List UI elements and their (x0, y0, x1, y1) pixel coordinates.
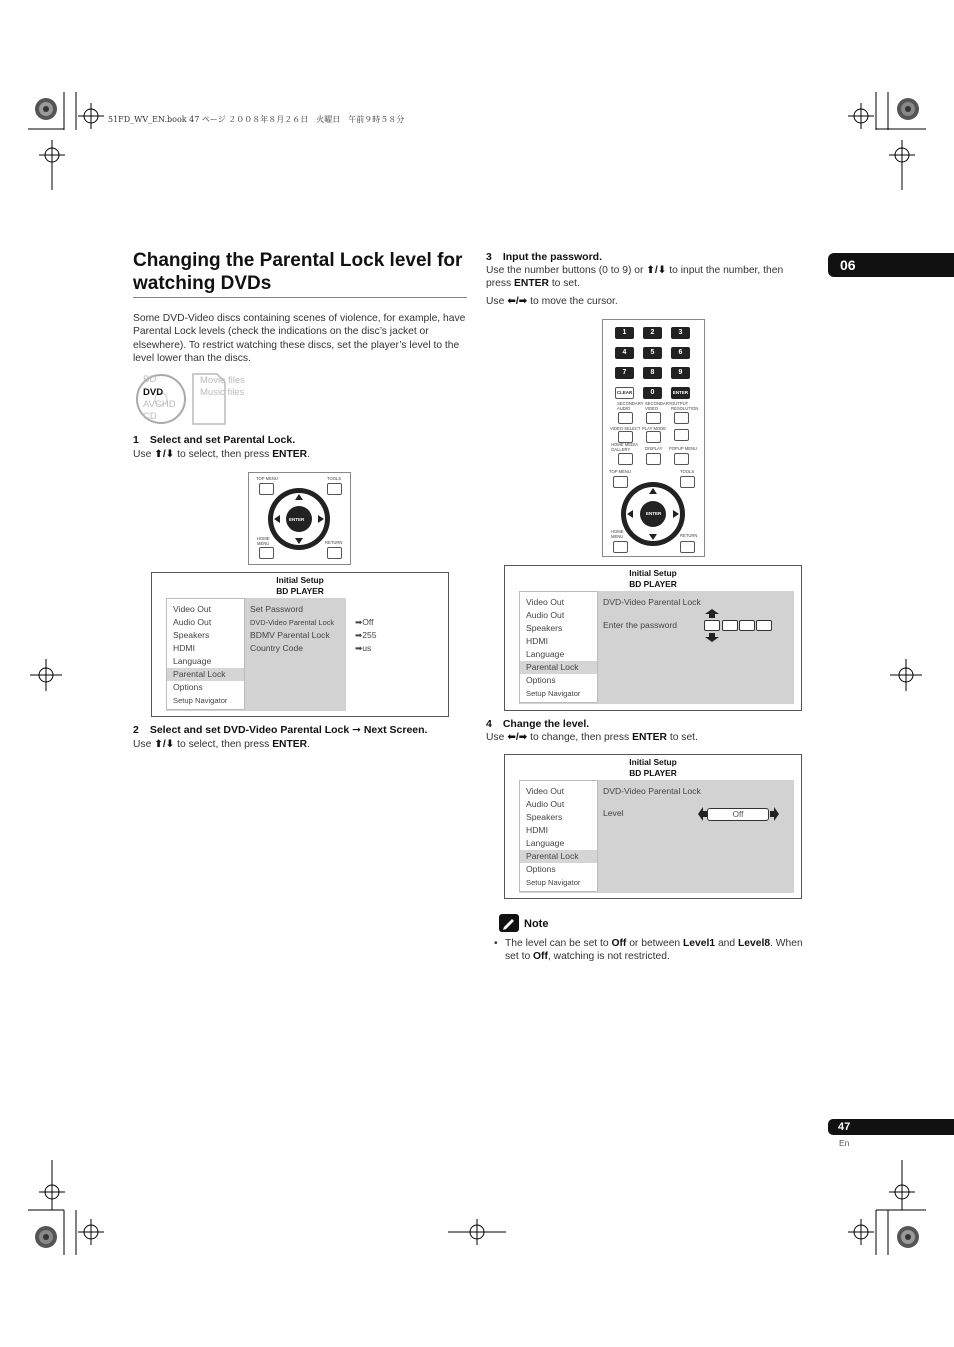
step-1-text: Use ⬆/⬇ to select, then press ENTER. (133, 449, 310, 460)
step-1-title: Select and set Parental Lock. (149, 434, 296, 446)
popup-menu-button[interactable] (674, 453, 689, 465)
menu-parental-lock[interactable]: Parental Lock (167, 668, 244, 681)
password-digit-3[interactable] (739, 620, 755, 631)
file-label-music: Music files (200, 387, 245, 398)
secondary-video-button[interactable] (646, 412, 661, 424)
password-prompt: Enter the password (603, 620, 678, 630)
menu-hdmi[interactable]: HDMI (526, 636, 548, 646)
top-menu-label: TOP MENU (256, 476, 278, 481)
page-title: Changing the Parental Lock level for watching DVDs (133, 250, 463, 294)
item-bdmv-parental-lock[interactable]: BDMV Parental Lock (250, 630, 330, 640)
menu-speakers[interactable]: Speakers (526, 812, 563, 822)
password-digit-4[interactable] (756, 620, 772, 631)
step-2-heading (133, 724, 427, 736)
output-down-button[interactable] (674, 429, 689, 441)
home-media-gallery-label: HOME MEDIA GALLERY (611, 442, 638, 452)
value-dvd-lock: ➡Off (355, 617, 374, 627)
key-1[interactable]: 1 (615, 327, 634, 339)
output-resolution-label: OUTPUT RESOLUTION (671, 401, 699, 411)
arrow-down-icon (705, 633, 719, 642)
return-button[interactable] (327, 547, 342, 559)
chapter-tab: 06 (828, 253, 954, 277)
page-language: En (839, 1138, 850, 1148)
menu-language[interactable]: Language (173, 656, 212, 666)
video-select-label: VIDEO SELECT (610, 426, 641, 431)
setup-screen-3 (504, 754, 802, 899)
arrow-up-icon (705, 609, 719, 618)
step-3-number: 3 (486, 251, 492, 263)
menu-setup-navigator[interactable]: Setup Navigator (526, 878, 581, 887)
note-line-2: set to Off, watching is not restricted. (505, 951, 670, 962)
disc-label-cd: CD (143, 411, 157, 422)
setup-menu-2 (519, 591, 598, 703)
step-3-heading (486, 251, 602, 263)
item-set-password[interactable]: Set Password (250, 604, 304, 614)
title-rule (133, 297, 467, 298)
home-menu-button-large[interactable] (613, 541, 628, 553)
step-2-title: Select and set DVD-Video Parental Lock ➞ Next Screen. (149, 724, 428, 736)
level-label: Level (603, 808, 624, 818)
key-2[interactable]: 2 (643, 327, 662, 339)
value-country-code: ➡us (355, 643, 372, 653)
menu-setup-navigator[interactable]: Setup Navigator (173, 696, 228, 705)
value-bdmv-lock: ➡255 (355, 630, 377, 640)
disc-label-bd: BD (143, 374, 157, 385)
note-line-1: The level can be set to Off or between Level1 and Level8. When (505, 938, 803, 949)
step-4-heading (486, 718, 589, 730)
step-3-line-1: Use the number buttons (0 to 9) or ⬆/⬇ to input the number, then (486, 265, 784, 276)
step-4-text: Use ⬅/➡ to change, then press ENTER to set. (486, 732, 698, 743)
menu-video-out[interactable]: Video Out (526, 786, 565, 796)
menu-options[interactable]: Options (173, 682, 203, 692)
menu-options[interactable]: Options (526, 675, 556, 685)
print-header: 51FD_WV_EN.book 47 ページ ２００８年８月２６日 火曜日 午前９時５８分 (108, 115, 405, 124)
step-1-number: 1 (133, 434, 139, 446)
menu-video-out[interactable]: Video Out (173, 604, 212, 614)
menu-parental-lock[interactable]: Parental Lock (520, 661, 597, 674)
menu-language[interactable]: Language (526, 649, 565, 659)
menu-speakers[interactable]: Speakers (526, 623, 563, 633)
setup-menu-3 (519, 780, 598, 892)
menu-speakers[interactable]: Speakers (173, 630, 210, 640)
disc-label-avchd: AVCHD (143, 399, 176, 410)
home-menu-label: HOME MENU (257, 536, 270, 546)
key-enter[interactable]: ENTER (671, 387, 690, 399)
return-label: RETURN (325, 540, 343, 545)
popup-menu-label: POPUP MENU (669, 446, 698, 451)
menu-audio-out[interactable]: Audio Out (526, 610, 565, 620)
screen-1-title: Initial Setup BD PLAYER (276, 575, 324, 596)
media-compatibility-icons (134, 372, 254, 426)
key-5[interactable]: 5 (643, 347, 662, 359)
return-label-large: RETURN (680, 533, 698, 538)
menu-language[interactable]: Language (526, 838, 565, 848)
step-2-text: Use ⬆/⬇ to select, then press ENTER. (133, 739, 310, 750)
file-label-movie: Movie files (200, 375, 245, 386)
screen-3-heading: DVD-Video Parental Lock (603, 786, 701, 796)
page-number: 47 (828, 1119, 954, 1135)
step-4-number: 4 (486, 718, 492, 730)
key-3[interactable]: 3 (671, 327, 690, 339)
screen-3-title: Initial Setup BD PLAYER (629, 757, 677, 778)
note-bullet: • (494, 938, 498, 949)
key-8[interactable]: 8 (643, 367, 662, 379)
menu-video-out[interactable]: Video Out (526, 597, 565, 607)
secondary-audio-label: SECONDARY AUDIO (617, 401, 644, 411)
key-clear[interactable]: CLEAR (615, 387, 634, 399)
intro-paragraph: Some DVD-Video discs containing scenes of violence, for example, have Parental Lock levels (check the indications on the disc’s jacket or elsewhere). To restrict watching these discs, set the player’s level to the level lower than the discs. (133, 313, 466, 365)
key-0[interactable]: 0 (643, 387, 662, 399)
step-3-line-3: Use ⬅/➡ to move the cursor. (486, 296, 618, 307)
key-9[interactable]: 9 (671, 367, 690, 379)
display-button[interactable] (646, 453, 661, 465)
key-4[interactable]: 4 (615, 347, 634, 359)
menu-options[interactable]: Options (526, 864, 556, 874)
menu-parental-lock[interactable]: Parental Lock (520, 850, 597, 863)
note-title: Note (524, 918, 549, 930)
note-icon (499, 914, 519, 932)
display-label: DISPLAY (645, 446, 663, 451)
screen-2-heading: DVD-Video Parental Lock (603, 597, 701, 607)
menu-audio-out[interactable]: Audio Out (526, 799, 565, 809)
remote-cursor-pad (248, 472, 351, 565)
setup-screen-1 (151, 572, 449, 717)
level-value-field[interactable]: Off (707, 808, 769, 821)
key-7[interactable]: 7 (615, 367, 634, 379)
step-3-line-2: press ENTER to set. (486, 278, 580, 289)
step-3-title: Input the password. (502, 251, 603, 263)
menu-setup-navigator[interactable]: Setup Navigator (526, 689, 581, 698)
tools-label: TOOLS (327, 476, 342, 481)
step-4-title: Change the level. (502, 718, 590, 730)
enter-label-large: ENTER (646, 511, 662, 516)
screen-2-title: Initial Setup BD PLAYER (629, 568, 677, 589)
setup-screen-2 (504, 565, 802, 711)
disc-label-dvd: DVD (143, 387, 164, 398)
password-digit-2[interactable] (722, 620, 738, 631)
secondary-audio-button[interactable] (618, 412, 633, 424)
enter-button-label: ENTER (289, 517, 305, 522)
play-mode-label: PLAY MODE (642, 426, 667, 431)
password-digit-1[interactable] (704, 620, 720, 631)
arrow-right-icon (770, 807, 779, 821)
arrow-left-icon (698, 807, 707, 821)
step-2-number: 2 (133, 724, 139, 736)
item-dvd-parental-lock[interactable]: DVD-Video Parental Lock (250, 618, 335, 627)
secondary-video-label: SECONDARY VIDEO (645, 401, 672, 411)
top-menu-label-large: TOP MENU (609, 469, 631, 474)
return-button-large[interactable] (680, 541, 695, 553)
output-up-button[interactable] (674, 412, 689, 424)
home-menu-button[interactable] (259, 547, 274, 559)
home-media-gallery-button[interactable] (618, 453, 633, 465)
item-country-code[interactable]: Country Code (250, 643, 304, 653)
menu-audio-out[interactable]: Audio Out (173, 617, 212, 627)
setup-menu-1 (166, 598, 245, 710)
tools-label-large: TOOLS (680, 469, 695, 474)
remote-number-pad (602, 319, 705, 557)
menu-hdmi[interactable]: HDMI (526, 825, 548, 835)
step-1-heading (133, 434, 295, 446)
home-menu-label-large: HOME MENU (611, 529, 624, 539)
key-6[interactable]: 6 (671, 347, 690, 359)
play-mode-button[interactable] (646, 431, 661, 443)
menu-hdmi[interactable]: HDMI (173, 643, 195, 653)
